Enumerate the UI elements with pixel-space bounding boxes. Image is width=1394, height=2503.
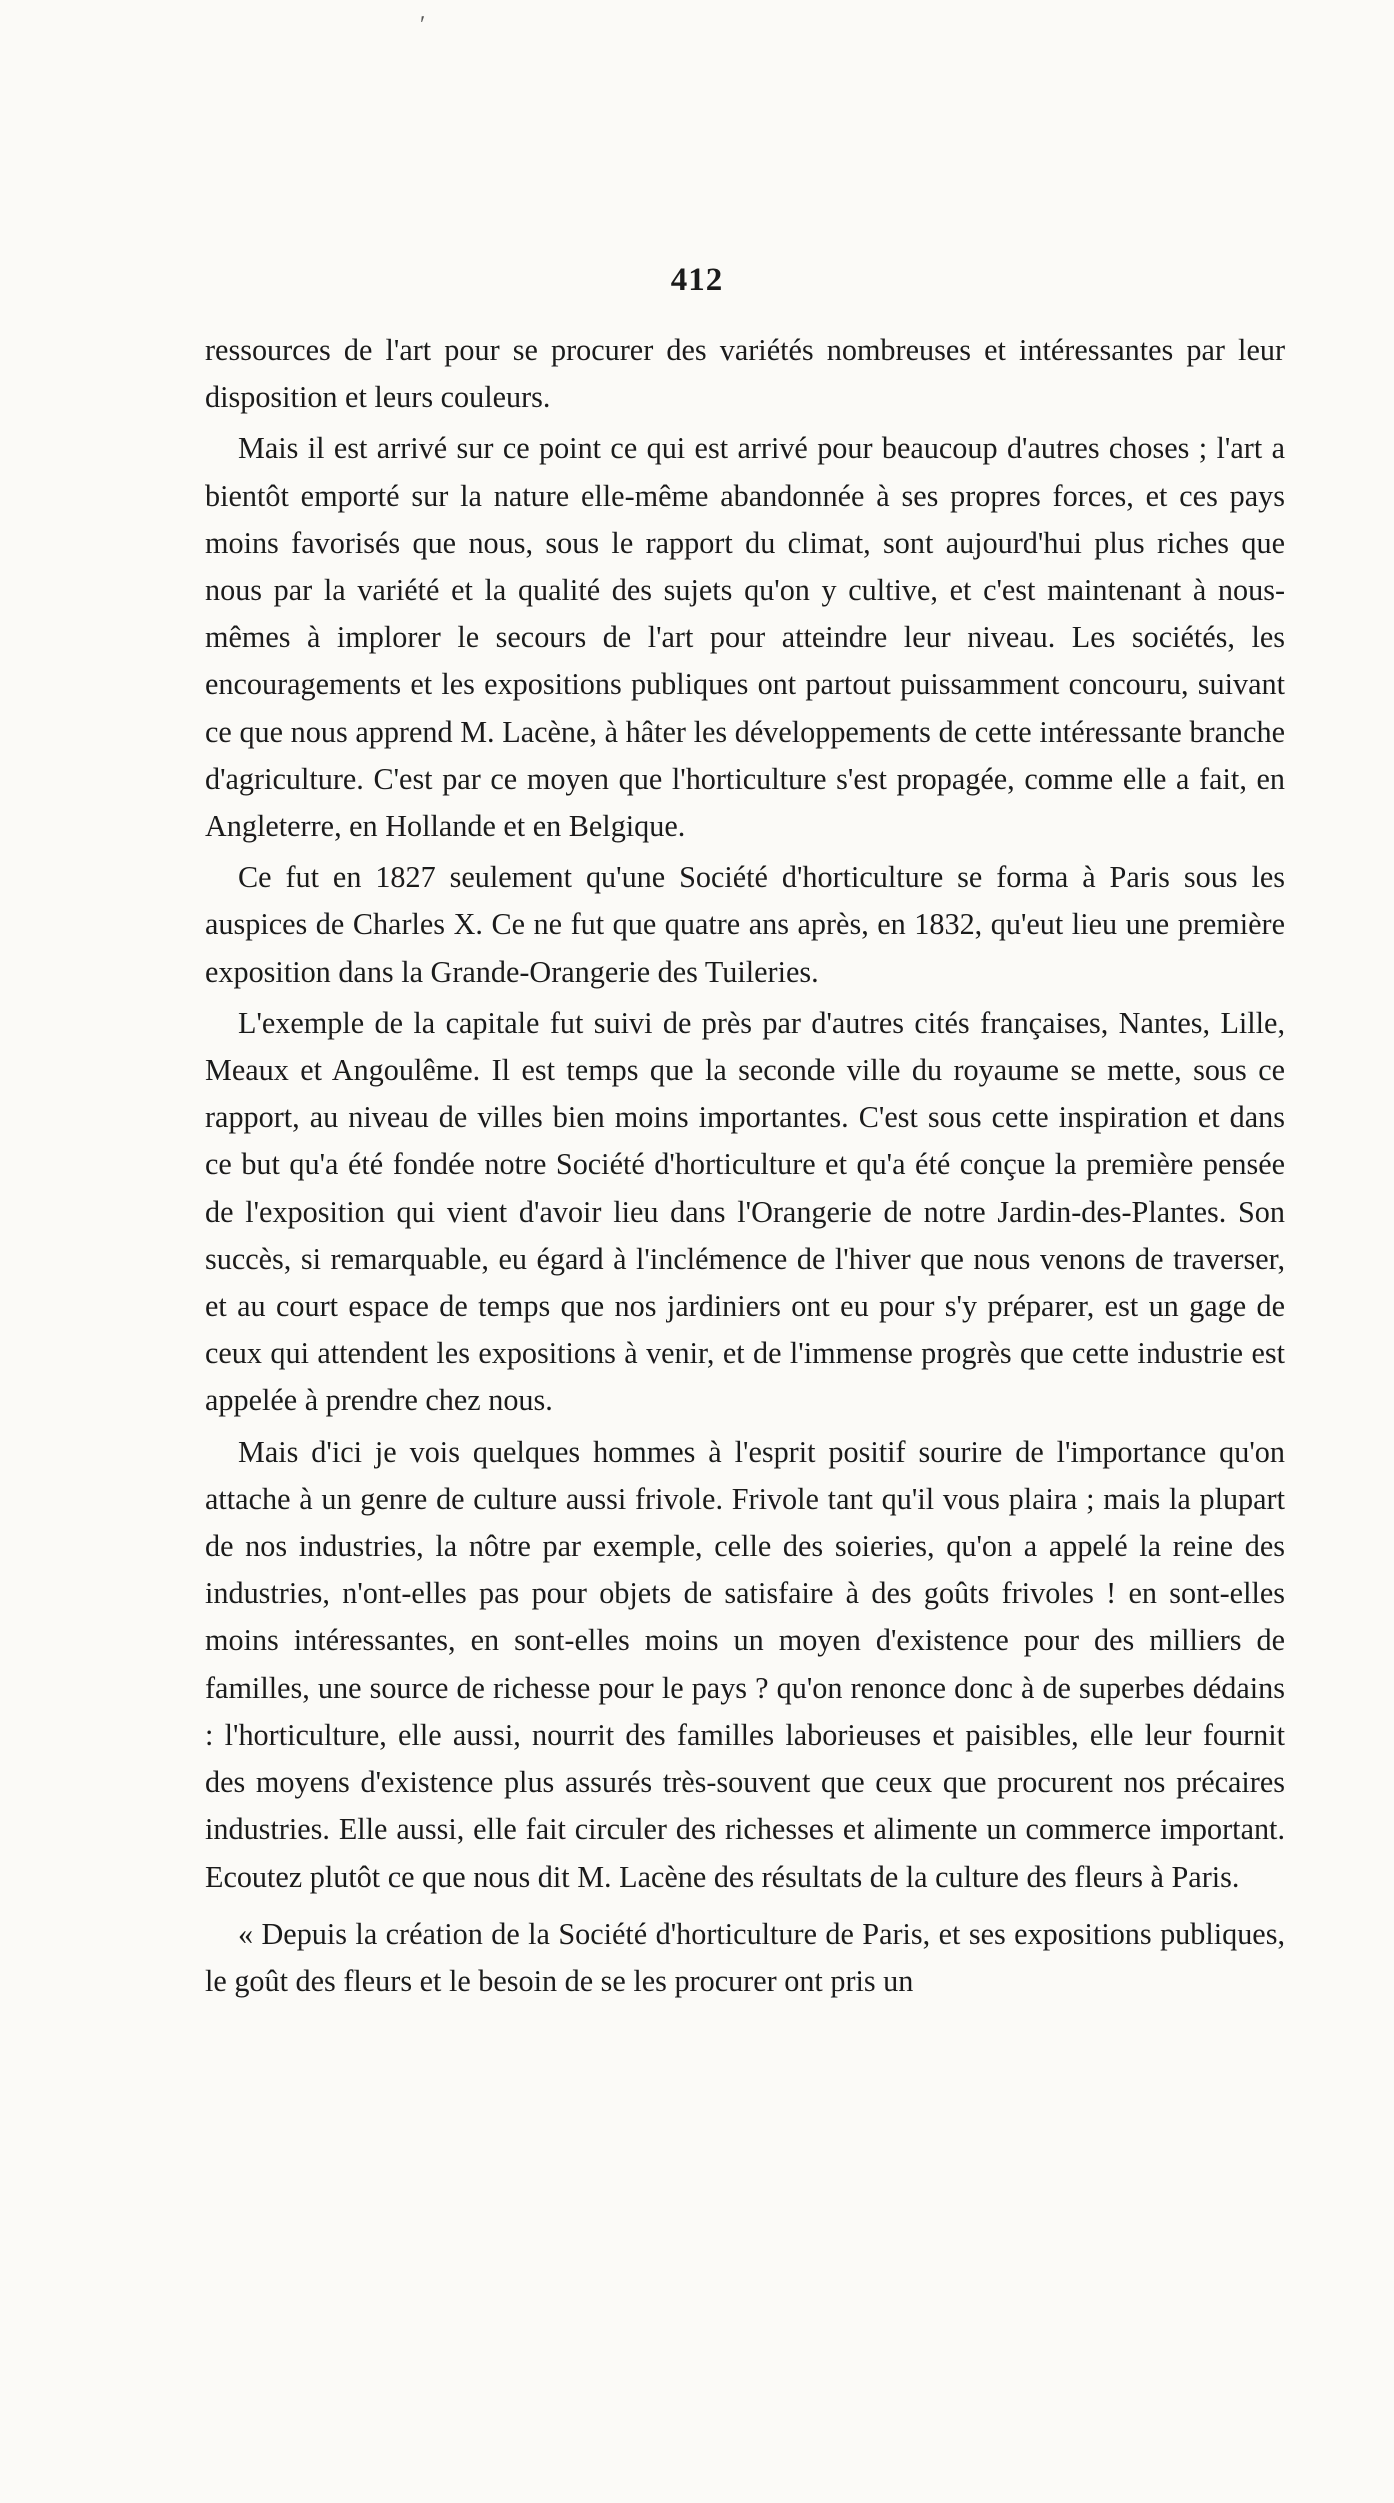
page-number: 412 <box>670 262 724 298</box>
paragraph: Ce fut en 1827 seulement qu'une Société d'horticulture se forma à Paris sous les auspices de Charles X. Ce ne fut que quatre ans après, en 1832, qu'eut lieu une première exposition dans la Grande-Orangerie des Tuileries. <box>205 860 1285 989</box>
margin-mark: ʹ <box>420 12 426 38</box>
paragraph: L'exemple de la capitale fut suivi de près par d'autres cités françaises, Nantes, Lille, Meaux et Angoulême. Il est temps que la seconde ville du royaume se mette, sous ce rapport, au niveau de villes bien moins importantes. C'est sous cette inspiration et dans ce but qu'a été fondée notre Société d'horticulture et qu'a été conçue la première pensée de l'exposition qui vient d'avoir lieu dans l'Orangerie de notre Jardin-des-Plantes. Son succès, si remarquable, eu égard à l'inclémence de l'hiver que nous venons de traverser, et au court espace de temps que nos jardiniers ont eu pour s'y préparer, est un gage de ceux qui attendent les expositions à venir, et de l'immense progrès que cette industrie est appelée à prendre chez nous. <box>205 1005 1285 1418</box>
paragraph: Mais d'ici je vois quelques hommes à l'esprit positif sourire de l'importance qu'on attache à un genre de culture aussi frivole. Frivole tant qu'il vous plaira ; mais la plupart de nos industries, la nôtre par exemple, celle des soieries, qu'on a appelé la reine des industries, n'ont-elles pas pour objets de satisfaire à des goûts frivoles ! en sont-elles moins intéressantes, en sont-elles moins un moyen d'existence pour des milliers de familles, une source de richesse pour le pays ? qu'on renonce donc à de superbes dédains : l'horticulture, elle aussi, nourrit des familles laborieuses et paisibles, elle leur fournit des moyens d'existence plus assurés très-souvent que ceux que procurent nos précaires industries. Elle aussi, elle fait circuler des richesses et alimente un commerce important. Ecoutez plutôt ce que nous dit M. Lacène des résultats de la culture des fleurs à Paris. <box>205 1434 1285 1894</box>
quotation-paragraph: « Depuis la création de la Société d'horticulture de Paris, et ses expositions publiques, le goût des fleurs et le besoin de se les procurer ont pris un <box>205 1916 1285 1998</box>
paragraph: Mais il est arrivé sur ce point ce qui est arrivé pour beaucoup d'autres choses ; l'art a bientôt emporté sur la nature elle-même abandonnée à ses propres forces, et ces pays moins favorisés que nous, sous le rapport du climat, sont aujourd'hui plus riches que nous par la variété et la qualité des sujets qu'on y cultive, et c'est maintenant à nous-mêmes à implorer le secours de l'art pour atteindre leur niveau. Les sociétés, les encouragements et les expositions publiques ont partout puissamment concouru, suivant ce que nous apprend M. Lacène, à hâter les développements de cette intéressante branche d'agriculture. C'est par ce moyen que l'horticulture s'est propagée, comme elle a fait, en Angleterre, en Hollande et en Belgique. <box>205 431 1285 844</box>
body-text <box>205 327 1285 2009</box>
paragraph-continuation: ressources de l'art pour se procurer des variétés nombreuses et intéressantes par leur disposition et leurs couleurs. <box>205 333 1285 415</box>
